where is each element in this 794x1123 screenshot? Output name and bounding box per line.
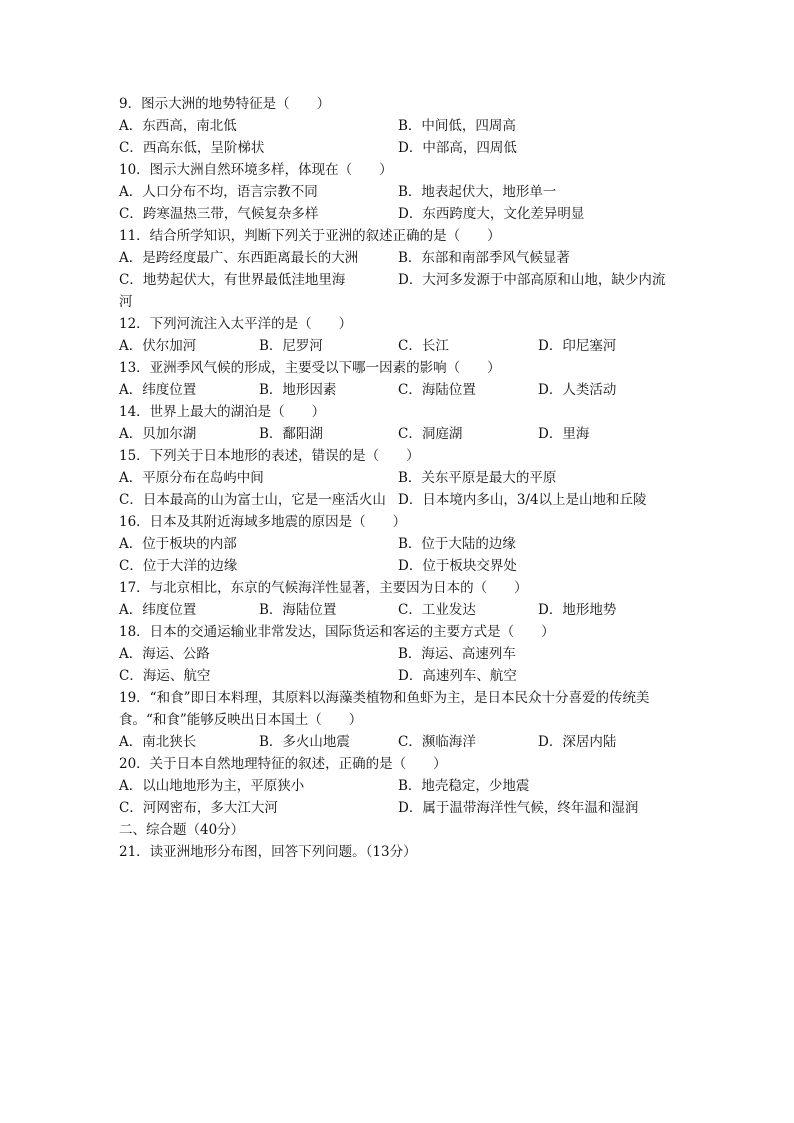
- option-b: B．关东平原是最大的平原: [398, 470, 557, 486]
- option-row: [119, 533, 679, 555]
- question-q16: [119, 511, 679, 577]
- option-row: [119, 665, 679, 687]
- option-d: D．中部高，四周低: [398, 140, 517, 156]
- option-row: [119, 731, 679, 753]
- option-row: [119, 489, 679, 511]
- option-a: A．是跨经度最广、东西距离最长的大洲: [119, 250, 359, 266]
- option-row: [119, 137, 679, 159]
- option-a: A．平原分布在岛屿中间: [119, 470, 264, 486]
- option-d: D．属于温带海洋性气候，终年温和湿润: [398, 800, 639, 816]
- option-a: A．位于板块的内部: [119, 536, 237, 552]
- option-b: B．地形因素: [259, 382, 337, 398]
- option-d: D．印尼塞河: [538, 338, 617, 354]
- option-d: D．地形地势: [538, 602, 617, 618]
- question-q10: [119, 159, 679, 225]
- question-stem-q21: 21．读亚洲地形分布图，回答下列问题。（13分）: [119, 844, 417, 860]
- option-d: D．大河多发源于中部高原和山地，缺少内流: [398, 272, 666, 288]
- option-d: D．高速列车、航空: [398, 668, 517, 684]
- option-c: C．跨寒温热三带，气候复杂多样: [119, 206, 319, 222]
- option-d: D．日本境内多山，3/4以上是山地和丘陵: [398, 492, 647, 508]
- option-row: [119, 797, 679, 819]
- question-stem: 11．结合所学知识，判断下列关于亚洲的叙述正确的是（ ）: [119, 228, 501, 244]
- question-q14: [119, 401, 679, 445]
- question-stem: 12．下列河流注入太平洋的是（ ）: [119, 316, 353, 332]
- option-c: C．海运、航空: [119, 668, 211, 684]
- option-row: [119, 775, 679, 797]
- option-c: C．河网密布，多大江大河: [119, 800, 278, 816]
- question-q20: [119, 753, 679, 819]
- option-row: [119, 555, 679, 577]
- question-stem: 15．下列关于日本地形的表述，错误的是（ ）: [119, 448, 420, 464]
- option-a: A．东西高，南北低: [119, 118, 237, 134]
- option-c: C．海陆位置: [398, 382, 476, 398]
- option-c: C．洞庭湖: [398, 426, 463, 442]
- question-list: [119, 93, 679, 863]
- option-d: D．位于板块交界处: [398, 558, 517, 574]
- option-b: B．中间低，四周高: [398, 118, 516, 134]
- question-q11: [119, 225, 679, 313]
- option-c: C．位于大洋的边缘: [119, 558, 238, 574]
- option-row: [119, 643, 679, 665]
- section-title: 二、综合题（40分）: [119, 822, 245, 838]
- question-stem: 9．图示大洲的地势特征是（ ）: [119, 96, 331, 112]
- option-c: C．地势起伏大，有世界最低洼地里海: [119, 272, 346, 288]
- question-stem: 13．亚洲季风气候的形成，主要受以下哪一因素的影响（ ）: [119, 360, 501, 376]
- option-row: [119, 247, 679, 269]
- question-q17: [119, 577, 679, 621]
- question-stem: 18．日本的交通运输业非常发达，国际货运和客运的主要方式是（ ）: [119, 624, 555, 640]
- option-row: [119, 335, 679, 357]
- option-d: D．里海: [538, 426, 590, 442]
- question-q15: [119, 445, 679, 511]
- option-c: C．西高东低，呈阶梯状: [119, 140, 265, 156]
- option-a: A．伏尔加河: [119, 338, 197, 354]
- option-a: A．以山地地形为主，平原狭小: [119, 778, 305, 794]
- option-b: B．尼罗河: [259, 338, 323, 354]
- question-stem: 16．日本及其附近海域多地震的原因是（ ）: [119, 514, 407, 530]
- question-q18: [119, 621, 679, 687]
- option-a: A．人口分布不均，语言宗教不同: [119, 184, 318, 200]
- option-row: [119, 115, 679, 137]
- option-b: B．地表起伏大，地形单一: [398, 184, 557, 200]
- option-row: [119, 203, 679, 225]
- option-a: A．贝加尔湖: [119, 426, 197, 442]
- question-stem: 19．“和食”即日本料理，其原料以海藻类植物和鱼虾为主，是日本民众十分喜爱的传统美: [119, 690, 650, 706]
- option-b: B．多火山地震: [259, 734, 350, 750]
- option-c: C．日本最高的山为富士山，它是一座活火山: [119, 492, 386, 508]
- option-a: A．南北狭长: [119, 734, 197, 750]
- question-stem: 17．与北京相比，东京的气候海洋性显著，主要因为日本的（ ）: [119, 580, 528, 596]
- question-stem: 20．关于日本自然地理特征的叙述，正确的是（ ）: [119, 756, 447, 772]
- option-a: A．纬度位置: [119, 382, 197, 398]
- option-row: [119, 181, 679, 203]
- option-a: A．纬度位置: [119, 602, 197, 618]
- option-row: [119, 467, 679, 489]
- question-q12: [119, 313, 679, 357]
- option-d-continued: 河: [119, 294, 133, 310]
- question-q19: [119, 687, 679, 753]
- option-row: [119, 269, 679, 291]
- option-b: B．地壳稳定，少地震: [398, 778, 530, 794]
- question-stem-continued: 食。“和食”能够反映出日本国土（ ）: [119, 712, 363, 728]
- option-c: C．长江: [398, 338, 449, 354]
- option-b: B．鄱阳湖: [259, 426, 323, 442]
- option-row: [119, 423, 679, 445]
- option-row: [119, 379, 679, 401]
- option-b: B．海运、高速列车: [398, 646, 516, 662]
- option-a: A．海运、公路: [119, 646, 210, 662]
- option-b: B．海陆位置: [259, 602, 337, 618]
- option-d: D．人类活动: [538, 382, 617, 398]
- question-q13: [119, 357, 679, 401]
- option-c: C．濒临海洋: [398, 734, 476, 750]
- option-c: C．工业发达: [398, 602, 476, 618]
- question-stem: 10．图示大洲自然环境多样，体现在（ ）: [119, 162, 393, 178]
- option-b: B．位于大陆的边缘: [398, 536, 516, 552]
- question-q9: [119, 93, 679, 159]
- option-row: [119, 599, 679, 621]
- option-d: D．东西跨度大，文化差异明显: [398, 206, 585, 222]
- option-d: D．深居内陆: [538, 734, 617, 750]
- question-stem: 14．世界上最大的湖泊是（ ）: [119, 404, 326, 420]
- option-b: B．东部和南部季风气候显著: [398, 250, 570, 266]
